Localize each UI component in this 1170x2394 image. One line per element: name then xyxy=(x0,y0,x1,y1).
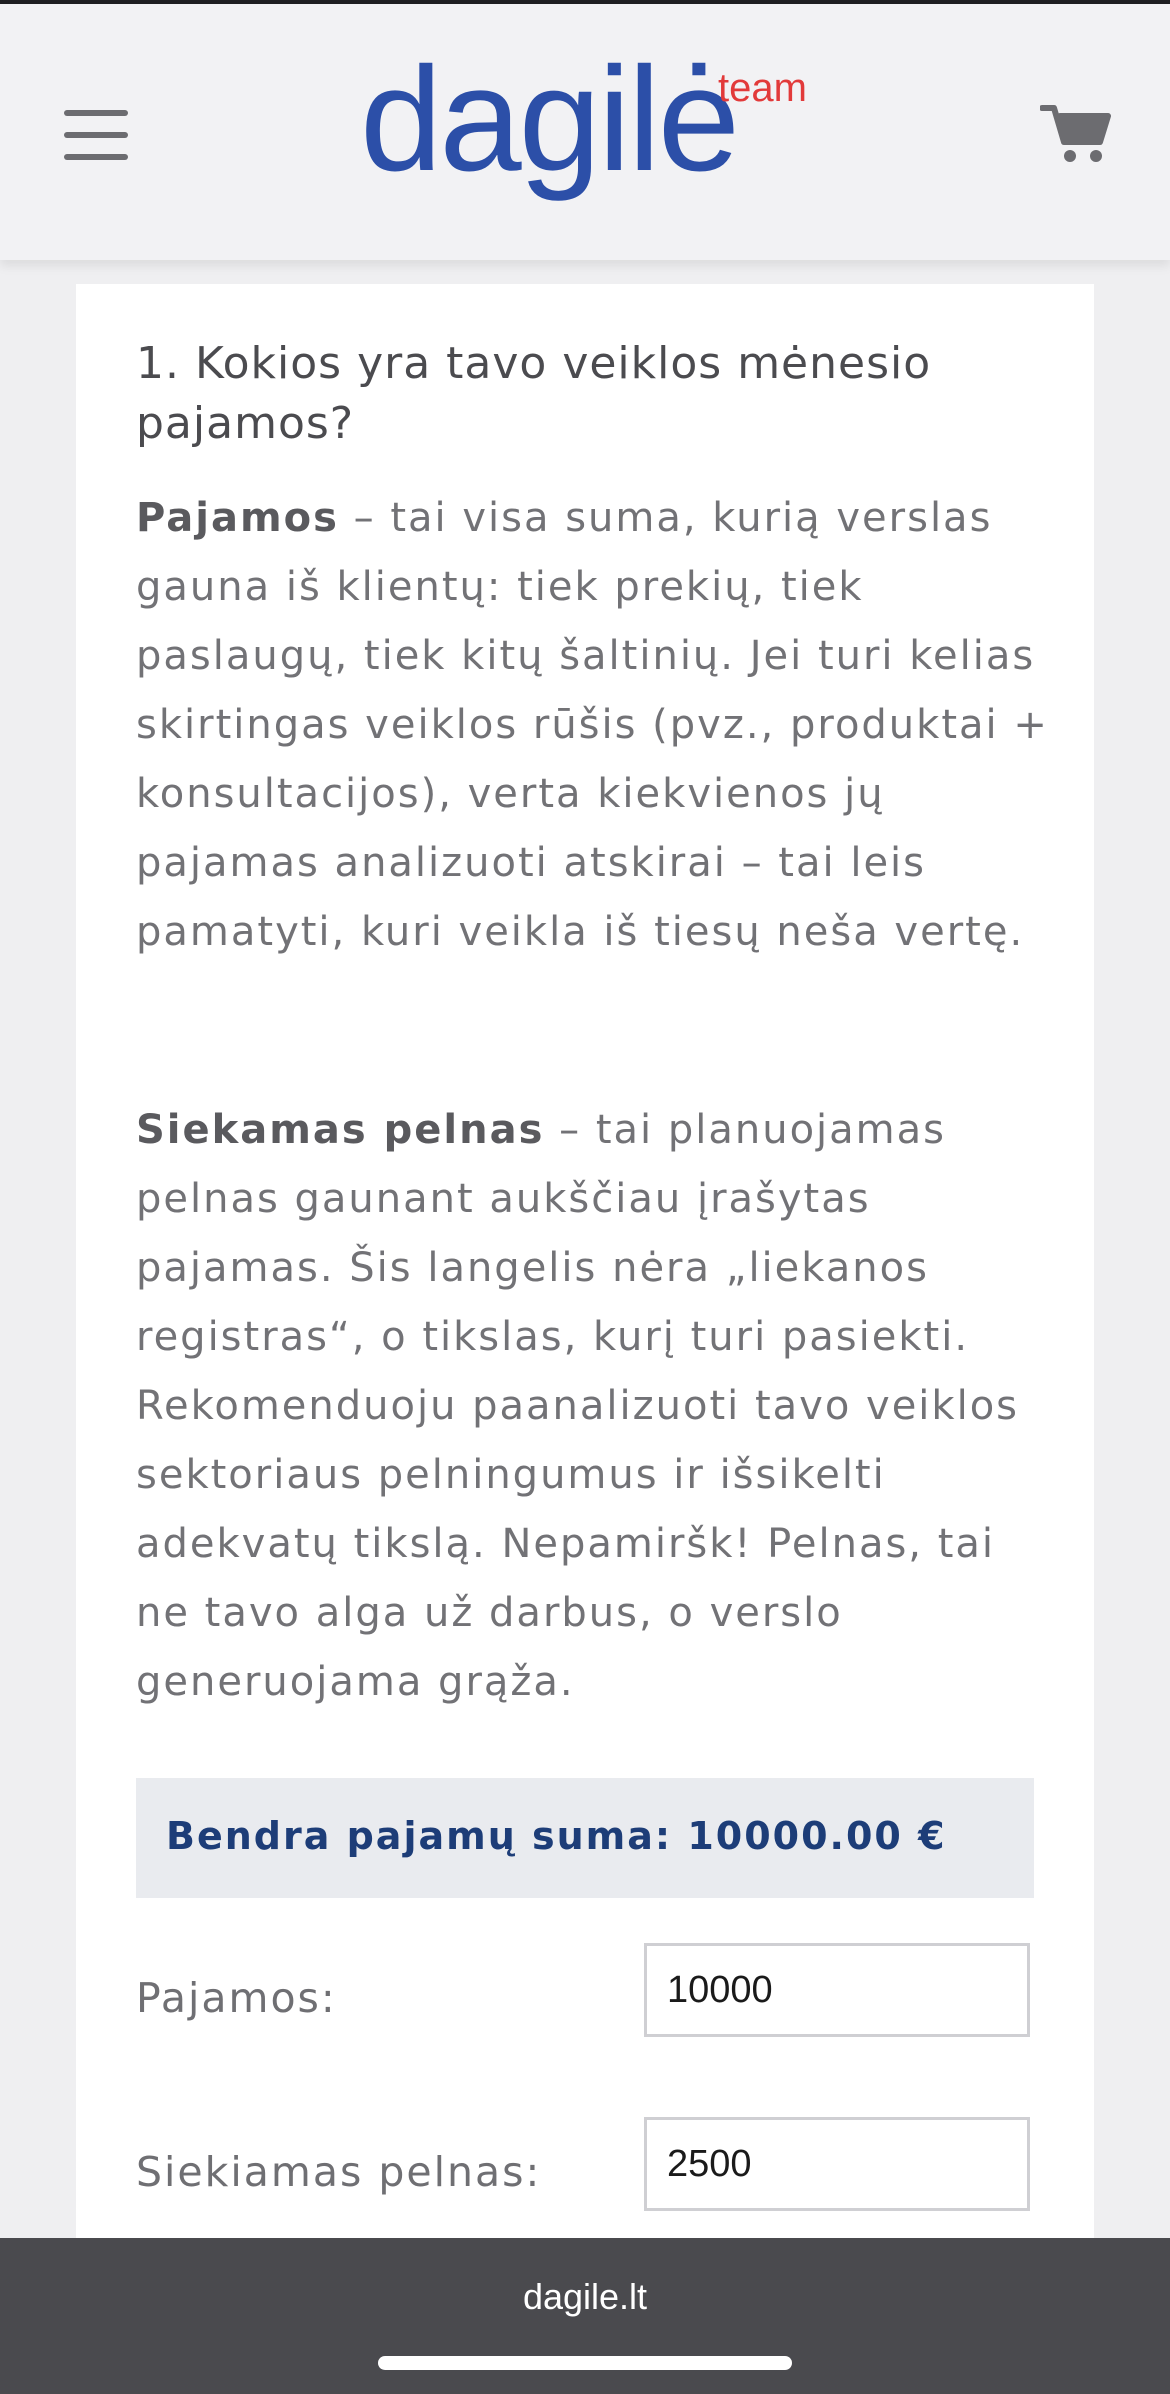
income-total-box xyxy=(136,1778,1034,1898)
income-term: Pajamos xyxy=(136,495,339,541)
income-description xyxy=(136,484,1056,967)
income-input[interactable] xyxy=(644,1943,1030,2037)
domain-label[interactable]: dagile.lt xyxy=(522,2276,648,2317)
site-logo[interactable] xyxy=(360,24,820,214)
hamburger-menu-icon[interactable] xyxy=(64,110,128,160)
shopping-cart-icon[interactable] xyxy=(1040,102,1112,164)
question-card xyxy=(76,284,1094,2344)
home-indicator[interactable] xyxy=(378,2356,792,2370)
question-title: 1. Kokios yra tavo veiklos mėnesio pajamos? xyxy=(136,338,932,449)
profit-label: Siekiamas pelnas: xyxy=(136,2148,542,2196)
income-total-text: Bendra pajamų suma: 10000.00 € xyxy=(166,1814,947,1858)
logo-team-suffix: team xyxy=(718,66,807,110)
logo-wordmark: dagilė xyxy=(360,37,738,202)
profit-term: Siekamas pelnas xyxy=(136,1107,545,1153)
profit-explanation: – tai planuojamas pelnas gaunant aukščiau įrašytas pajamas. Šis langelis nėra „liekanos registras“, o tikslas, kurį turi pasiekti. Rekomenduoju paanalizuoti tavo veiklos sektoriaus pelningumus ir išsikelti adekvatų tikslą. Nepamiršk! Pelnas, tai ne tavo alga už darbus, o verslo generuojama grąža. xyxy=(136,1107,1020,1705)
browser-footer xyxy=(0,2238,1170,2394)
site-header xyxy=(0,4,1170,260)
income-explanation: – tai visa suma, kurią verslas gauna iš klientų: tiek prekių, tiek paslaugų, tiek kitų šaltinių. Jei turi kelias skirtingas veiklos rūšis (pvz., produktai + konsultacijos), verta kiekvienos jų pajamas analizuoti atskirai – tai leis pamatyti, kuri veikla iš tiesų neša vertę. xyxy=(136,495,1049,955)
profit-description xyxy=(136,1096,1056,1717)
income-label: Pajamos: xyxy=(136,1974,337,2022)
profit-input[interactable] xyxy=(644,2117,1030,2211)
